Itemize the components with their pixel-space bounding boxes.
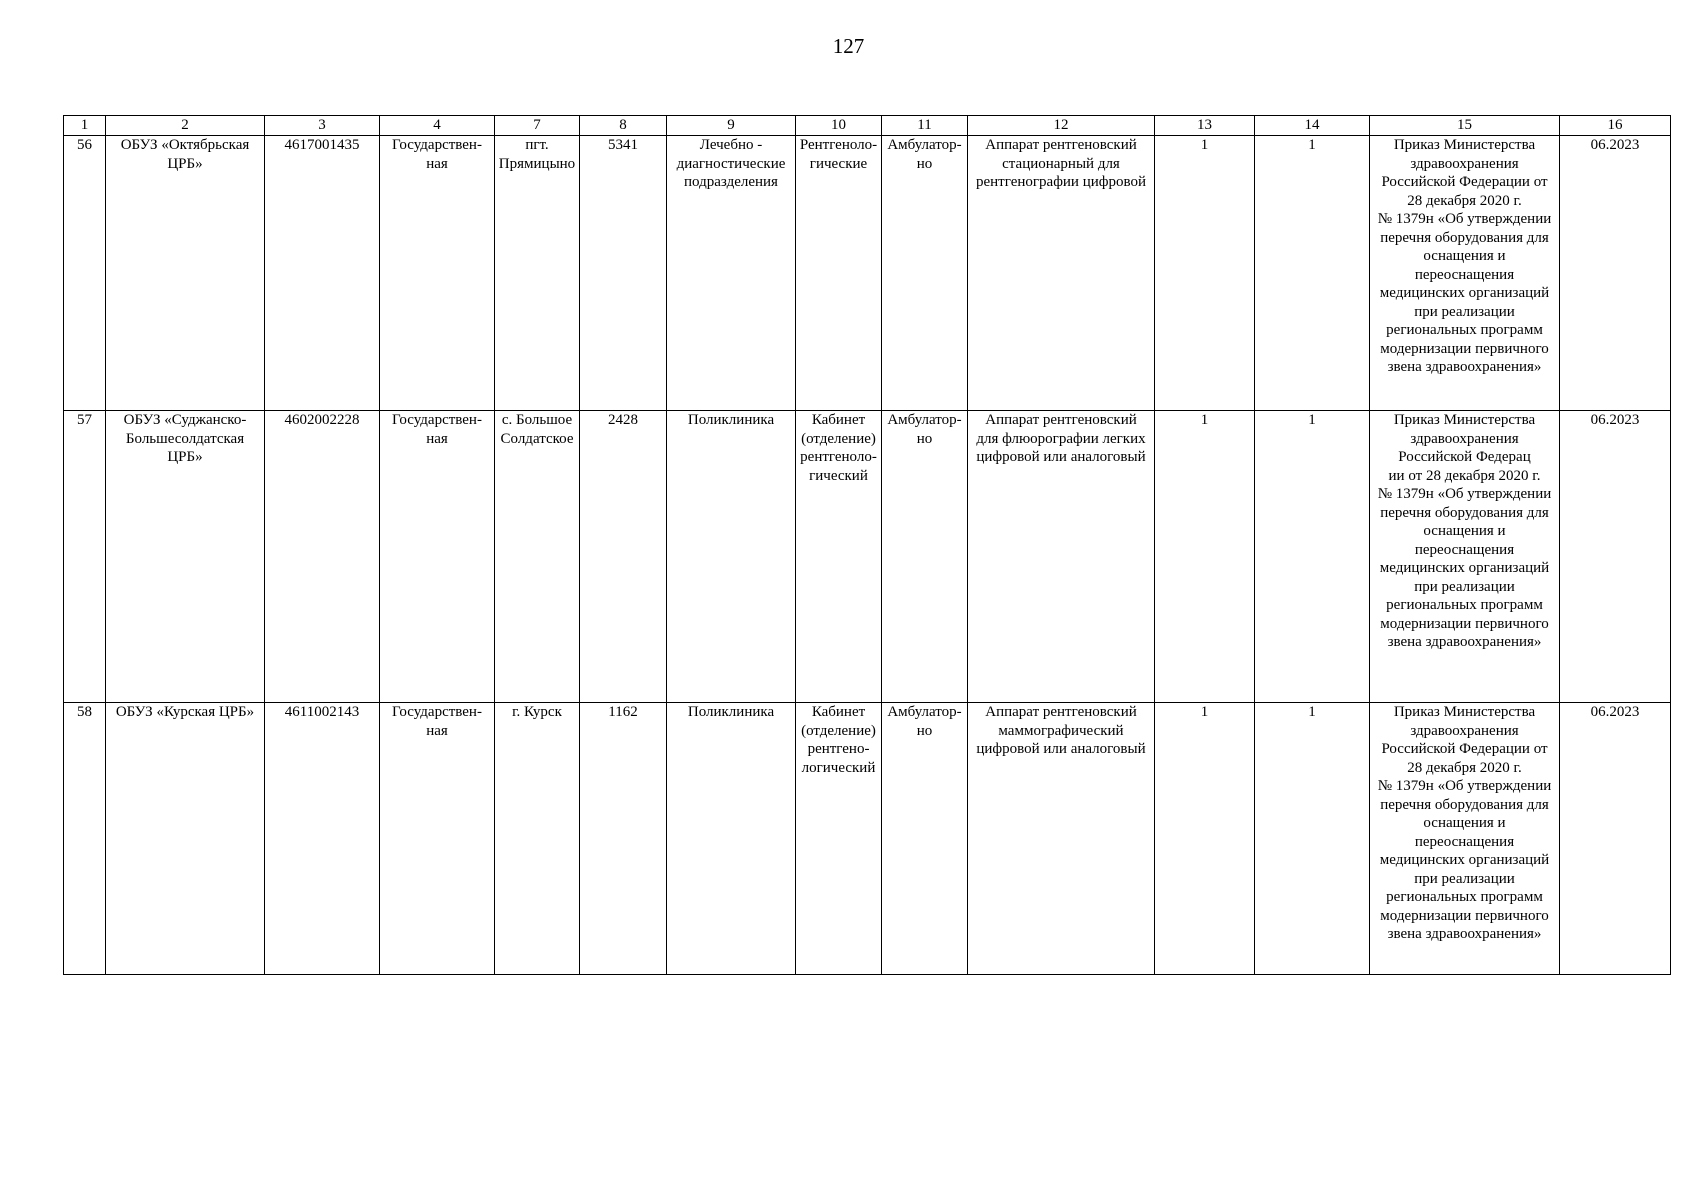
column-header: 10 (796, 116, 882, 136)
care-type-cell: Амбулатор- но (882, 136, 968, 411)
quantity-cell: 1 (1255, 411, 1370, 703)
equipment-cell: Аппарат рентгеновский маммографический цифровой или аналоговый (968, 703, 1155, 975)
equipment-cell: Аппарат рентгеновский стационарный для рентгенографии цифровой (968, 136, 1155, 411)
row-number-cell: 57 (64, 411, 106, 703)
inn-cell: 4617001435 (265, 136, 380, 411)
equipment-cell: Аппарат рентгеновский для флюорографии легких цифровой или аналоговый (968, 411, 1155, 703)
code-cell: 1162 (580, 703, 667, 975)
table-row (64, 136, 1671, 411)
date-cell: 06.2023 (1560, 136, 1671, 411)
code-cell: 5341 (580, 136, 667, 411)
quantity-cell: 1 (1155, 411, 1255, 703)
page-number: 127 (832, 34, 865, 58)
unit-cell: Кабинет (отделение) рентгено- логический (796, 703, 882, 975)
ownership-cell: Государствен- ная (380, 411, 495, 703)
column-header: 4 (380, 116, 495, 136)
column-header: 3 (265, 116, 380, 136)
date-cell: 06.2023 (1560, 703, 1671, 975)
ownership-cell: Государствен- ная (380, 703, 495, 975)
column-header: 11 (882, 116, 968, 136)
table-row (64, 411, 1671, 703)
column-number-row (64, 116, 1671, 136)
equipment-table (63, 115, 1671, 975)
legal-basis-cell: Приказ Министерства здравоохранения Российской Федерац ии от 28 декабря 2020 г. № 1379н «Об утверждении перечня оборудования для оснащения и переоснащения медицинских организаций при реализации региональных программ модернизации первичного звена здравоохранения» (1370, 411, 1560, 703)
column-header: 14 (1255, 116, 1370, 136)
quantity-cell: 1 (1155, 703, 1255, 975)
locality-cell: г. Курск (495, 703, 580, 975)
unit-cell: Рентгеноло- гические (796, 136, 882, 411)
division-cell: Поликлиника (667, 703, 796, 975)
code-cell: 2428 (580, 411, 667, 703)
table-row (64, 703, 1671, 975)
row-number-cell: 58 (64, 703, 106, 975)
care-type-cell: Амбулатор- но (882, 703, 968, 975)
unit-cell: Кабинет (отделение) рентгеноло- гический (796, 411, 882, 703)
legal-basis-cell: Приказ Министерства здравоохранения Российской Федерации от 28 декабря 2020 г. № 1379н «Об утверждении перечня оборудования для оснащения и переоснащения медицинских организаций при реализации региональных программ модернизации первичного звена здравоохранения» (1370, 136, 1560, 411)
column-header: 13 (1155, 116, 1255, 136)
ownership-cell: Государствен- ная (380, 136, 495, 411)
row-number-cell: 56 (64, 136, 106, 411)
column-header: 16 (1560, 116, 1671, 136)
column-header: 12 (968, 116, 1155, 136)
column-header: 2 (106, 116, 265, 136)
column-header: 8 (580, 116, 667, 136)
organization-cell: ОБУЗ «Курская ЦРБ» (106, 703, 265, 975)
locality-cell: с. Большое Солдатское (495, 411, 580, 703)
column-header: 15 (1370, 116, 1560, 136)
inn-cell: 4611002143 (265, 703, 380, 975)
organization-cell: ОБУЗ «Суджанско- Большесолдатская ЦРБ» (106, 411, 265, 703)
care-type-cell: Амбулатор- но (882, 411, 968, 703)
date-cell: 06.2023 (1560, 411, 1671, 703)
organization-cell: ОБУЗ «Октябрьская ЦРБ» (106, 136, 265, 411)
column-header: 9 (667, 116, 796, 136)
column-header: 7 (495, 116, 580, 136)
division-cell: Лечебно - диагностические подразделения (667, 136, 796, 411)
quantity-cell: 1 (1255, 136, 1370, 411)
division-cell: Поликлиника (667, 411, 796, 703)
legal-basis-cell: Приказ Министерства здравоохранения Российской Федерации от 28 декабря 2020 г. № 1379н «Об утверждении перечня оборудования для оснащения и переоснащения медицинских организаций при реализации региональных программ модернизации первичного звена здравоохранения» (1370, 703, 1560, 975)
quantity-cell: 1 (1255, 703, 1370, 975)
column-header: 1 (64, 116, 106, 136)
inn-cell: 4602002228 (265, 411, 380, 703)
quantity-cell: 1 (1155, 136, 1255, 411)
locality-cell: пгт. Прямицыно (495, 136, 580, 411)
